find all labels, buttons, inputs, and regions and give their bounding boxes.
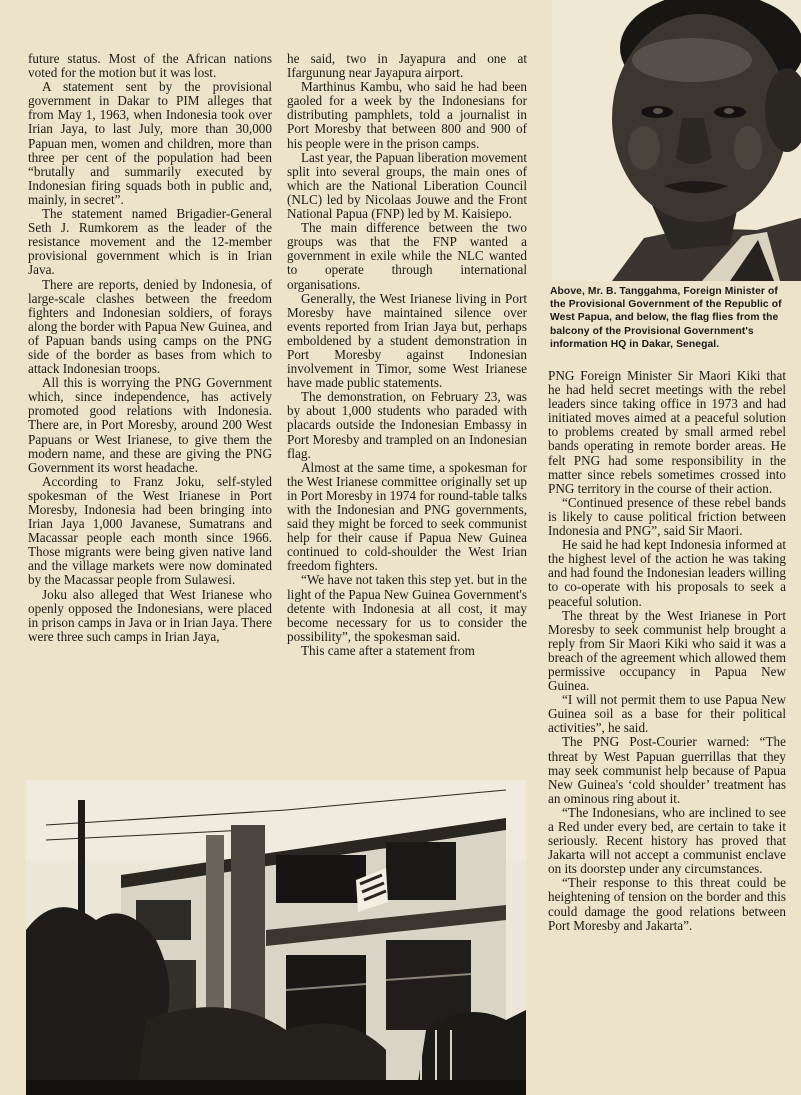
paragraph: Joku also alleged that West Irianese who openly opposed the Indonesians, were placed in prison camps in Java or in Irian Jaya. There were three such camps in Irian Jaya, (28, 586, 272, 644)
paragraph: Generally, the West Irianese living in Port Moresby have maintained silence over events reported from Irian Jaya but, perhaps emboldened by a student demonstration in Port Moresby against Indonesian involvement in Timor, some West Irianese have made public statements. (287, 290, 527, 391)
paragraph: “Their response to this threat could be heightening of tension on the border and this could damage the good relations between Port Moresby and Jakarta”. (548, 875, 786, 933)
article-column-1 (28, 52, 272, 644)
paragraph: A statement sent by the provisional government in Dakar to PIM alleges that from May 1, 1963, when Indonesia took over Irian Jaya, to last July, more than 30,000 Papuan men, women and children, more than three per cent of the population had been “brutally and summarily executed by Indonesian firing squads both in public and, mainly, in secret”. (28, 79, 272, 207)
paragraph: According to Franz Joku, self-styled spokesman of the West Irianese in Port Moresby, Indonesia had been bringing into Irian Jaya 1,000 Javanese, Sumatrans and Macassar people each month since 1966. Those migrants were being given native land and the village markets were now dominated by the Macassar people from Sulawesi. (28, 473, 272, 588)
paragraph: future status. Most of the African nations voted for the motion but it was lost. (28, 51, 272, 81)
article-column-2 (287, 52, 527, 658)
paragraph: “Continued presence of these rebel bands is likely to cause political friction between Indonesia and PNG”, said Sir Maori. (548, 494, 786, 539)
paragraph: “I will not permit them to use Papua New Guinea soil as a base for their political activities”, he said. (548, 692, 786, 736)
paragraph: The threat by the West Irianese in Port Moresby to seek communist help brought a reply from Sir Maori Kiki who said it was a breach of the agreement which allowed them permissive occupancy in Papua New Guinea. (548, 607, 786, 694)
paragraph: The statement named Brigadier-General Seth J. Rumkorem as the leader of the resistance movement and the 12-member provisional government which is in Irian Java. (28, 206, 272, 278)
paragraph: The demonstration, on February 23, was by about 1,000 students who paraded with placards outside the Indonesian Embassy in Port Moresby and trampled on an Indonesian flag. (287, 389, 527, 461)
paragraph: PNG Foreign Minister Sir Maori Kiki that he had held secret meetings with the rebel leaders since taking office in 1973 and had initiated moves aimed at a peaceful solution to problems created by small armed rebel bands operating in remote border areas. He felt PNG had some responsibility in the matter since rebels sometimes crossed into PNG territory in the course of their action. (548, 368, 786, 496)
paragraph: Marthinus Kambu, who said he had been gaoled for a week by the Indonesians for distributing pamphlets, told a journalist in Port Moresby that between 800 and 900 of his people were in the prison camps. (287, 79, 527, 151)
paragraph: Almost at the same time, a spokesman for the West Irianese committee originally set up in Port Moresby in 1974 for round-table talks with the Indonesian and PNG governments, said they might be forced to seek communist help for their cause if Papua New Guinea continued to cold-shoulder the West Irian freedom fighters. (287, 459, 527, 574)
building-photo (26, 780, 526, 1095)
paragraph: There are reports, denied by Indonesia, of large-scale clashes between the freedom fighters and Indonesian soldiers, of forays along the border with Papua New Guinea, and of Papuan bands using camps on the PNG side of the border as bases from which to attack Indonesian troops. (28, 276, 272, 377)
paragraph: he said, two in Jayapura and one at Ifargunung near Jayapura airport. (287, 51, 527, 81)
paragraph: Last year, the Papuan liberation movement split into several groups, the main ones of which are the National Liberation Council (NLC) led by Nicolaas Jouwe and the Front National Papua (FNP) led by M. Kaisiepo. (287, 149, 527, 222)
paragraph: This came after a statement from (301, 642, 475, 658)
paragraph: “We have not taken this step yet. but in the light of the Papua New Guinea Government's detente with Indonesia at all cost, it may become necessary for us to consider the possibility”, the spokesman said. (287, 572, 527, 644)
paragraph: All this is worrying the PNG Government which, since independence, has actively promoted good relations with Indonesia. There are, in Port Moresby, around 200 West Papuans or West Irianese, to give them the modern name, and these are giving the PNG Government its worst headache. (28, 375, 272, 475)
paragraph: The main difference between the two groups was that the FNP wanted a government in exile while the NLC wanted to operate through international organisations. (287, 220, 527, 292)
paragraph: The PNG Post-Courier warned: “The threat by West Papuan guerrillas that they may seek communist help because of Papua New Guinea's ‘cold shoulder’ treatment has an ominous ring about it. (548, 734, 786, 806)
portrait-photo (552, 0, 801, 281)
article-column-3 (548, 369, 786, 933)
photo-caption: Above, Mr. B. Tanggahma, Foreign Minister of the Provisional Government of the Republic of West Papua, and below, the flag flies from the balcony of the Provisional Government's information HQ in Dakar, Senegal. (550, 286, 782, 350)
paragraph: “The Indonesians, who are inclined to see a Red under every bed, are certain to take it seriously. Recent history has proved that Jakarta will not accept a communist enclave on its doorstep under any circumstances. (548, 804, 786, 877)
paragraph: He said he had kept Indonesia informed at the highest level of the action he was taking and had found the Indonesian leaders willing to co-operate with his proposals to seek a peaceful solution. (548, 537, 786, 609)
